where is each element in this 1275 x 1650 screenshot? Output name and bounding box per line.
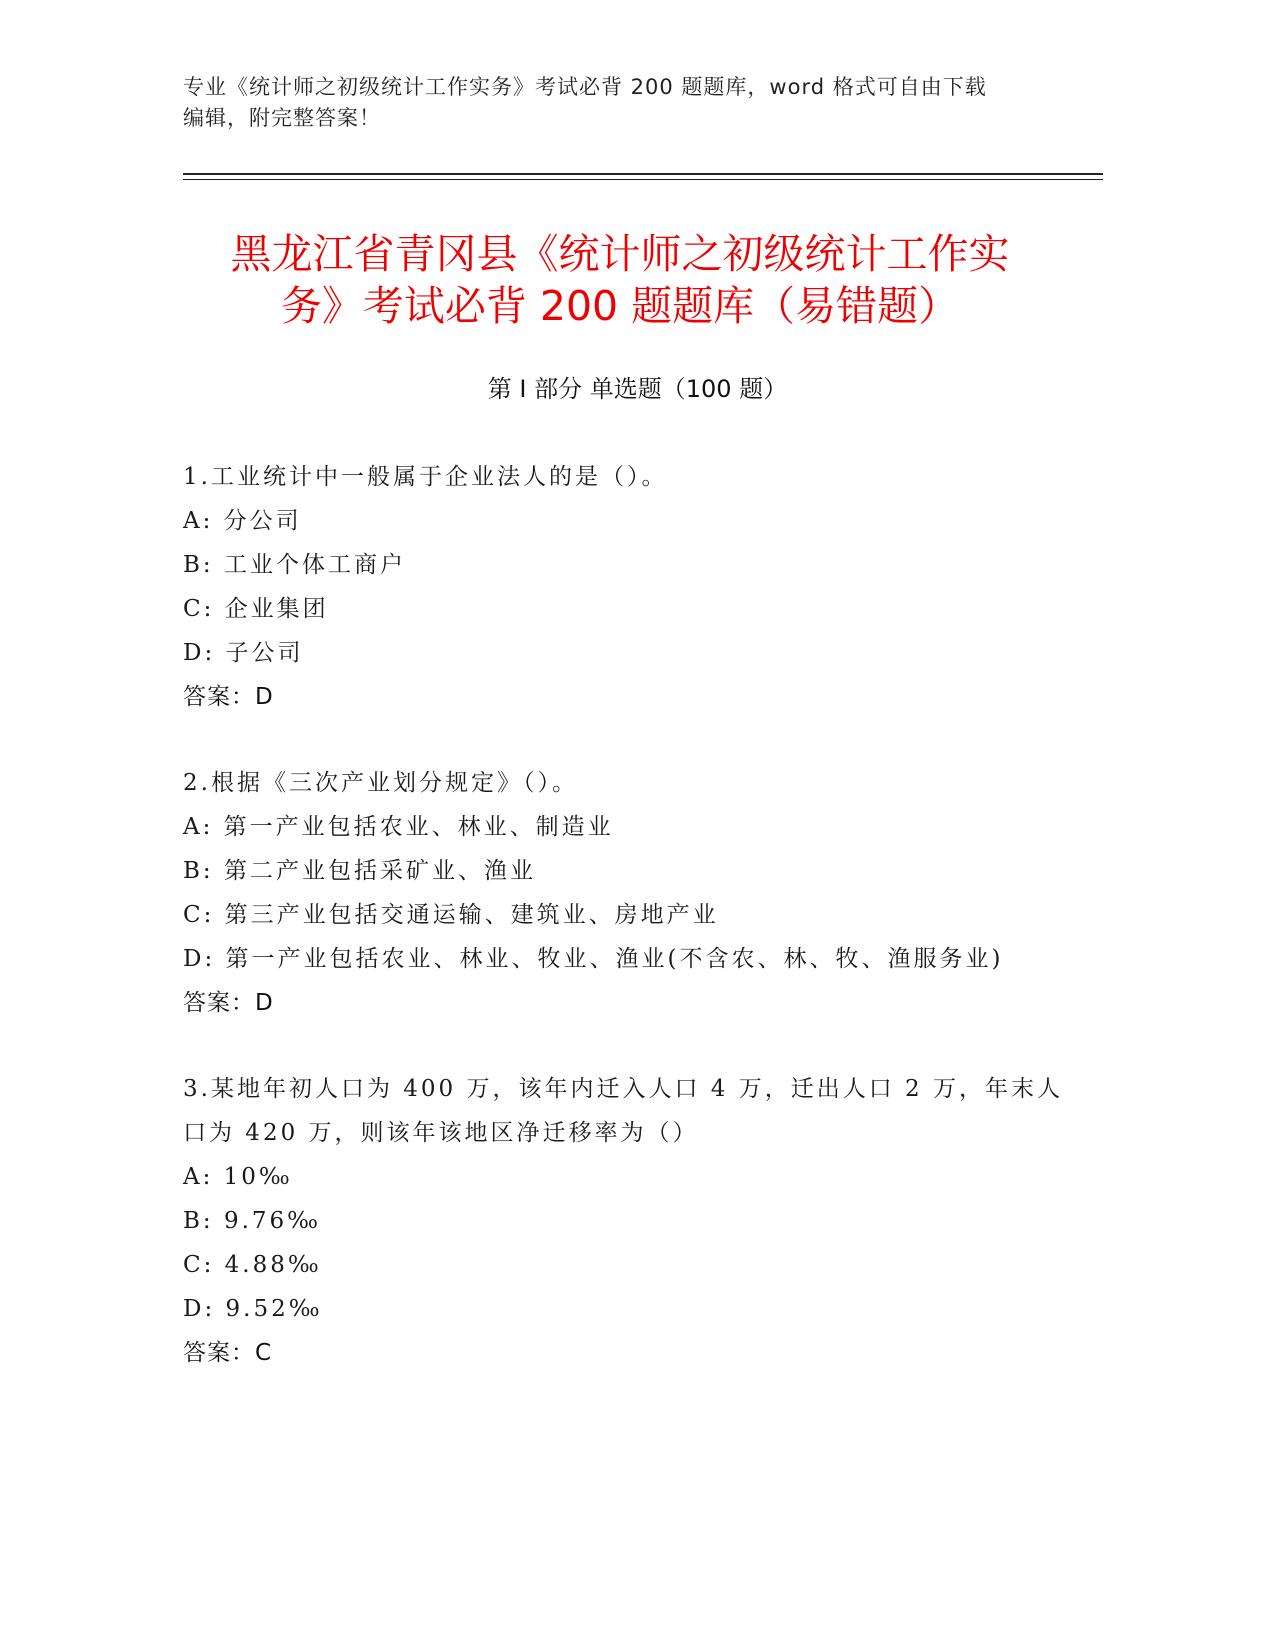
question-2 <box>183 761 1063 1025</box>
question-stem: 2.根据《三次产业划分规定》（）。 <box>183 770 578 796</box>
question-stem: 3.某地年初人口为 400 万，该年内迁入人口 4 万，迁出人口 2 万，年末人口为 420 万，则该年该地区净迁移率为（） <box>183 1076 1063 1146</box>
option-a: A: 10‰ <box>183 1164 293 1190</box>
document-title-line-2: 务》考试必背 200 题题库（易错题） <box>280 282 960 330</box>
document-title <box>160 228 1080 332</box>
option-b: B: 工业个体工商户 <box>183 552 406 578</box>
option-c: C: 4.88‰ <box>183 1252 322 1278</box>
question-spacer <box>183 719 1063 761</box>
option-a: A: 第一产业包括农业、林业、制造业 <box>183 814 614 840</box>
header-note <box>183 72 1063 134</box>
option-b: B: 第二产业包括采矿业、渔业 <box>183 858 536 884</box>
option-c: C: 第三产业包括交通运输、建筑业、房地产业 <box>183 902 719 928</box>
question-3 <box>183 1067 1063 1375</box>
question-stem: 1.工业统计中一般属于企业法人的是（）。 <box>183 464 668 490</box>
question-list <box>183 455 1063 1375</box>
option-a: A: 分公司 <box>183 508 302 534</box>
answer: 答案：D <box>183 684 274 710</box>
section-title: 第 I 部分 单选题（100 题） <box>487 375 788 403</box>
option-c: C: 企业集团 <box>183 596 329 622</box>
header-note-line-1: 专业《统计师之初级统计工作实务》考试必背 200 题题库，word 格式可自由下载 <box>183 75 987 99</box>
header-rule-thick <box>183 173 1103 175</box>
option-d: D: 9.52‰ <box>183 1296 323 1322</box>
header-note-line-2: 编辑，附完整答案！ <box>183 106 381 130</box>
question-spacer <box>183 1025 1063 1067</box>
option-b: B: 9.76‰ <box>183 1208 322 1234</box>
document-title-line-1: 黑龙江省青冈县《统计师之初级统计工作实 <box>230 230 1010 278</box>
answer: 答案：C <box>183 1340 273 1366</box>
header-rule-thin <box>183 179 1103 180</box>
option-d: D: 第一产业包括农业、林业、牧业、渔业(不含农、林、牧、渔服务业) <box>183 946 1004 972</box>
answer: 答案：D <box>183 990 274 1016</box>
question-1 <box>183 455 1063 719</box>
option-d: D: 子公司 <box>183 640 304 666</box>
